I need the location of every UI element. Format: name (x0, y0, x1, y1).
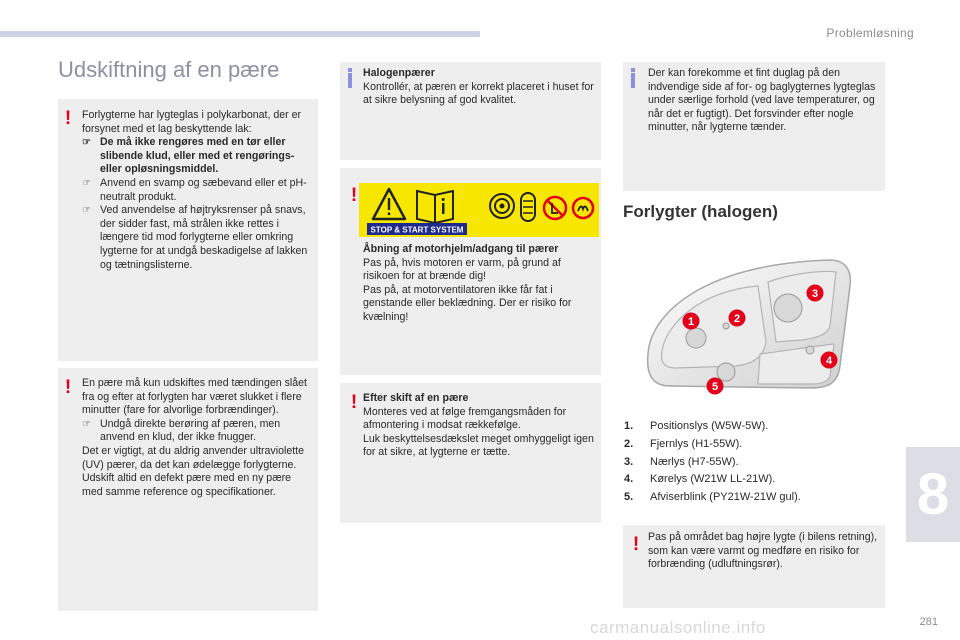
svg-text:4: 4 (825, 355, 833, 367)
svg-text:5: 5 (711, 381, 719, 393)
box4-text (363, 243, 596, 325)
box5-paragraph-2: Luk beskyttelsesdækslet meget omhyggeligt igen for at sikre, at lygterne er tætte. (363, 432, 594, 459)
halogen-info-box (340, 62, 601, 160)
box1-intro: Forlygterne har lygteglas i polykarbonat, der er forsynet med et lag beskyttende lak: (82, 109, 302, 135)
box3-text: Kontrollér, at pæren er korrekt placeret i huset for at sikre belysning af god kvalitet. (363, 80, 594, 107)
svg-text:3: 3 (811, 288, 819, 300)
callout-2 (729, 310, 746, 327)
bulb-2-cap (723, 323, 729, 329)
box4-heading: Åbning af motorhjelm/adgang til pærer (363, 243, 559, 255)
box3-heading: Halogenpærer (363, 67, 435, 79)
bulb-item-3: 3. Nærlys (H7-55W). (624, 455, 739, 468)
page-title: Udskiftning af en pære (58, 57, 280, 82)
chapter-tab: 8 (906, 447, 960, 542)
warning-icon: ! (350, 185, 358, 206)
bulb-list (624, 418, 801, 507)
box2-bullet: ☞ Undgå direkte berøring af pæren, men anvend en klud, der ikke fnugger. (82, 418, 312, 445)
headlamp-diagram (640, 246, 860, 396)
bulb-4-cap (806, 346, 814, 354)
box5-paragraph-1: Monteres ved at følge fremgangsmåden for afmontering i modsat rækkefølge. (363, 405, 567, 432)
page-number: 281 (919, 616, 938, 628)
bulb-5-cap (717, 363, 735, 381)
warning-icon: ! (64, 108, 72, 129)
box2-paragraph-3: Udskift altid en defekt pære med en ny pære med samme reference og specifikationer. (82, 472, 292, 498)
box1-bullet-2: ☞ Anvend en svamp og sæbevand eller et pH-neutralt produkt. (82, 177, 310, 204)
box1-bullet-1: ☞ De må ikke rengøres med en tør eller slibende klud, eller med et rengørings- eller opløsningsmiddel. (82, 136, 310, 177)
box2-paragraph-1: En pære må kun udskiftes med tændingen slået fra og efter at forlygten har været slukket i flere minutter (fare for alvorlige forbrændinger). (82, 377, 307, 417)
stop-start-banner: STOP & START SYSTEM (370, 225, 464, 235)
watermark: carmanualsonline.info (590, 618, 766, 637)
box1-bullet-3: ☞ Ved anvendelse af højtryksrenser på snavs, der sidder fast, må strålen ikke rettes i længere tid mod forlygterne eller omkring lygterne for at undgå beskadigelse af lakken og tætningslisterne. (82, 204, 310, 272)
safety-symbols-strip (359, 183, 599, 237)
callout-5 (707, 378, 724, 395)
callout-3 (807, 285, 824, 302)
warning-icon: ! (632, 534, 640, 555)
callout-4 (821, 352, 838, 369)
svg-text:2: 2 (733, 313, 741, 325)
info-icon (347, 68, 352, 88)
bulb-replacement-warning-box (58, 368, 318, 611)
bulb-item-4: 4. Kørelys (W21W LL-21W). (624, 473, 776, 486)
svg-text:1: 1 (687, 316, 695, 328)
polycarbonate-warning-box (58, 99, 318, 361)
callout-1 (683, 313, 700, 330)
info-icon (630, 68, 635, 88)
bulb-item-5: 5. Afviserblink (PY21W-21W gul). (624, 491, 801, 504)
box7-text: Pas på området bag højre lygte (i bilens retning), som kan være varmt og medføre en risiko for forbrænding (udluftningsrør). (648, 531, 878, 571)
box6-text: Der kan forekomme et fint duglag på den indvendige side af for- og baglygternes lygteglas under særlige forhold (ved lave temperaturer, og når det er fugtigt). Det forsvinder efter nogle minutter, når lygterne tænder. (648, 67, 876, 134)
box4-paragraph-1: Pas på, hvis motoren er varm, på grund af risikoen for at brænde dig! (363, 256, 561, 283)
bonnet-warning-box (340, 168, 601, 375)
after-replacement-warning-box (340, 383, 601, 523)
header-bar (0, 31, 480, 37)
bulb-1-cap (686, 328, 706, 348)
box2-paragraph-2: Det er vigtigt, at du aldrig anvender ultraviolette (UV) pærer, da det kan ødelægge forlygterne. (82, 444, 305, 471)
headlamp-section-title: Forlygter (halogen) (623, 202, 778, 221)
warning-icon: ! (64, 377, 72, 398)
bulb-3-cap (774, 294, 802, 322)
warning-icon: ! (350, 392, 358, 413)
box4-paragraph-2: Pas på, at motorventilatoren ikke får fat i genstande eller beklædning. Der er risiko for kvælning! (363, 283, 572, 323)
section-title: Problemløsning (826, 26, 914, 40)
exhaust-warning-box (623, 525, 885, 608)
box5-heading: Efter skift af en pære (363, 392, 469, 404)
condensation-info-box (623, 62, 885, 191)
bulb-item-2: 2. Fjernlys (H1-55W). (624, 437, 743, 450)
bulb-item-1: 1. Positionslys (W5W-5W). (624, 420, 769, 432)
